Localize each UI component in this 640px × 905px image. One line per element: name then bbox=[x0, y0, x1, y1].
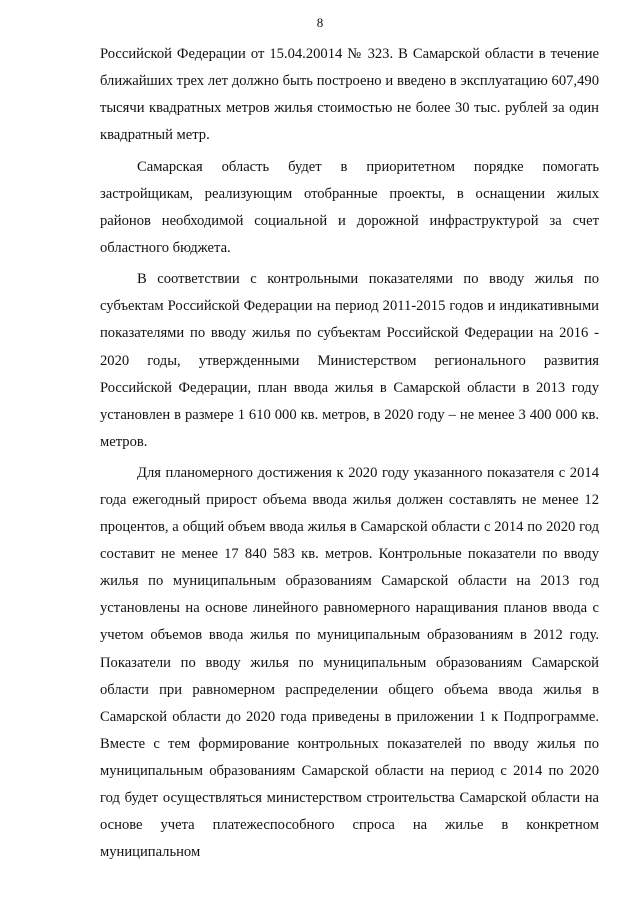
paragraph-continuation: Российской Федерации от 15.04.20014 № 323. В Самарской области в течение ближайших трех лет должно быть построено и введено в эксплуатацию 607,490 тысячи квадратных метров жилья стоимостью не более 30 тыс. рублей за один квадратный метр. bbox=[100, 46, 599, 144]
paragraph-indicators: Для планомерного достижения к 2020 году указанного показателя с 2014 года ежегодный прирост объема ввода жилья должен составлять не менее 12 процентов, а общий объем ввода жилья в Самарской области с 2014 по 2020 год составит не менее 17 840 583 кв. метров. Контрольные показатели по вводу жилья по муниципальным образованиям Самарской области на 2013 год установлены на основе линейного равномерного наращивания планов ввода с учетом объемов ввода жилья по муниципальным образованиям в 2012 году. Показатели по вводу жилья по муниципальным образованиям Самарской области при равномерном распределении общего объема ввода жилья в Самарской области до 2020 года приведены в приложении 1 к Подпрограмме. Вместе с тем формирование контрольных показателей по вводу жилья по муниципальным образованиям Самарской области на период с 2014 по 2020 год будет осуществляться министерством строительства Самарской области на основе учета платежеспособного спроса на жилье в конкретном муниципальном bbox=[100, 465, 599, 860]
paragraph-infrastructure: Самарская область будет в приоритетном порядке помогать застройщикам, реализующим отобранные проекты, в оснащении жилых районов необходимой социальной и дорожной инфраструктурой за счет областного бюджета. bbox=[100, 158, 599, 256]
page-number: 8 bbox=[316, 15, 324, 30]
body-text bbox=[100, 41, 599, 870]
paragraph-housing-plan: В соответствии с контрольными показателями по вводу жилья по субъектам Российской Федерации на период 2011-2015 годов и индикативными показателями по вводу жилья по субъектам Российской Федерации на 2016 - 2020 годы, утвержденными Министерством регионального развития Российской Федерации, план ввода жилья в Самарской области в 2013 году установлен в размере 1 610 000 кв. метров, в 2020 году – не менее 3 400 000 кв. метров. bbox=[100, 271, 599, 450]
